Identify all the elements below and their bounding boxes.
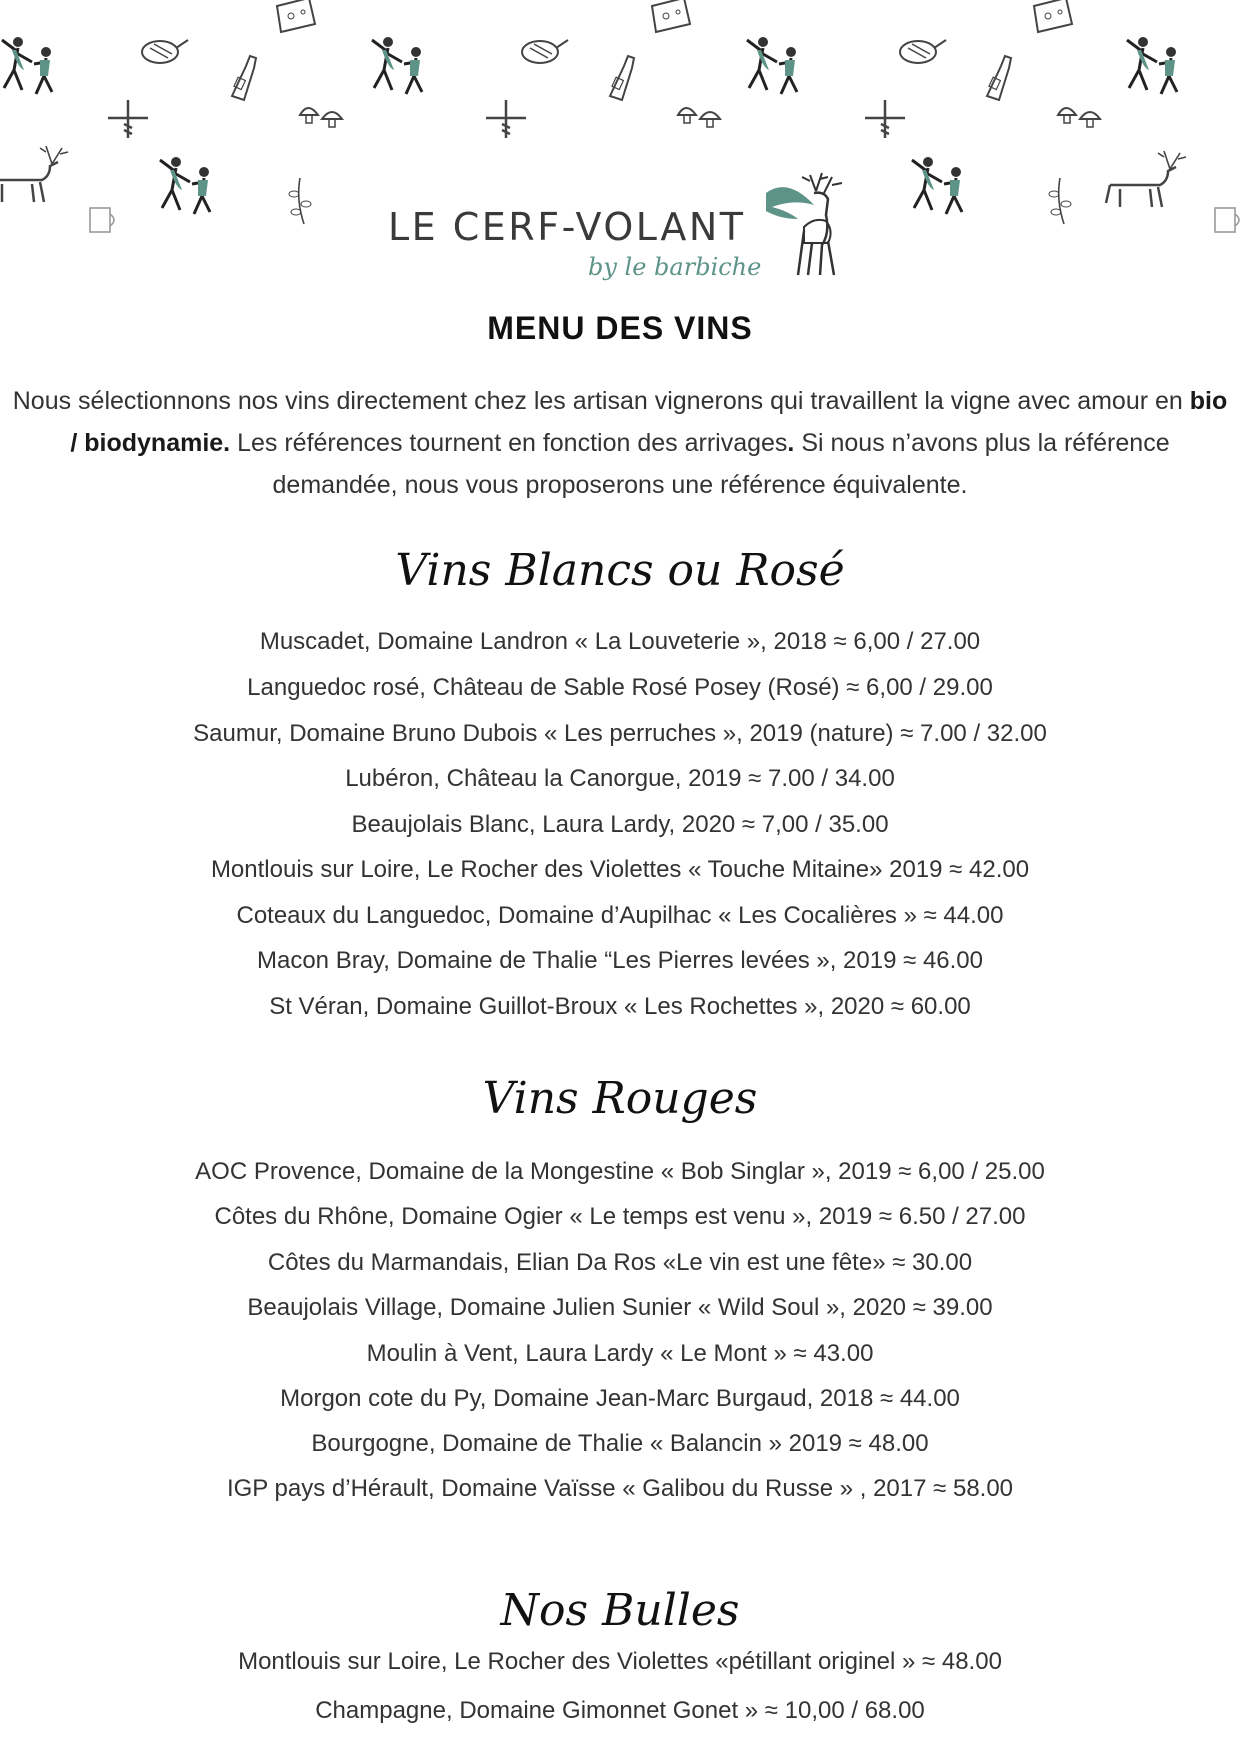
wine-item: Macon Bray, Domaine de Thalie “Les Pierres levées », 2019 ≈ 46.00 [256,947,983,974]
wine-item: Côtes du Rhône, Domaine Ogier « Le temps est venu », 2019 ≈ 6.50 / 27.00 [214,1203,1026,1230]
intro-bold-dot: . [787,429,795,457]
brand-logo [388,205,868,300]
wine-item: Bourgogne, Domaine de Thalie « Balancin » 2019 ≈ 48.00 [311,1430,929,1457]
wine-item: IGP pays d’Hérault, Domaine Vaïsse « Galibou du Russe » , 2017 ≈ 58.00 [226,1475,1014,1502]
wine-item: Beaujolais Village, Domaine Julien Sunier « Wild Soul », 2020 ≈ 39.00 [247,1294,993,1321]
wine-item: Champagne, Domaine Gimonnet Gonet » ≈ 10,00 / 68.00 [315,1697,925,1724]
wine-item: Coteaux du Languedoc, Domaine d’Aupilhac « Les Cocalières » ≈ 44.00 [236,902,1004,929]
intro-text-2: Les références tournent en fonction des arrivages [230,429,788,457]
section-title-rouges: Vins Rouges [482,1073,758,1124]
wine-item: Morgon cote du Py, Domaine Jean-Marc Burgaud, 2018 ≈ 44.00 [280,1385,960,1412]
intro-text-3: Si nous n’avons plus la référence demandée, nous vous proposerons une référence équivalente. [272,429,1170,499]
intro-paragraph [10,380,1230,506]
wine-item: Languedoc rosé, Château de Sable Rosé Posey (Rosé) ≈ 6,00 / 29.00 [247,674,993,701]
wine-item: Lubéron, Château la Canorgue, 2019 ≈ 7.00 / 34.00 [345,765,895,792]
section-title-bulles: Nos Bulles [500,1585,740,1636]
brand-tagline: by le barbiche [588,253,762,281]
section-title-blancs: Vins Blancs ou Rosé [395,545,845,596]
wine-item: Beaujolais Blanc, Laura Lardy, 2020 ≈ 7,00 / 35.00 [351,811,889,838]
intro-text-1: Nous sélectionnons nos vins directement chez les artisan vignerons qui travaillent la vigne avec amour en [12,387,1190,415]
brand-name: LE CERF-VOLANT [388,205,746,249]
wine-item: Saumur, Domaine Bruno Dubois « Les perruches », 2019 (nature) ≈ 7.00 / 32.00 [193,720,1047,747]
intro-bold-bio: bio / biodynamie. [70,387,1228,457]
page-title: MENU DES VINS [487,310,753,346]
wine-item: Côtes du Marmandais, Elian Da Ros «Le vin est une fête» ≈ 30.00 [267,1249,973,1276]
winged-stag-icon [758,171,858,281]
wine-item: Montlouis sur Loire, Le Rocher des Violettes « Touche Mitaine» 2019 ≈ 42.00 [210,856,1030,883]
wine-item: Muscadet, Domaine Landron « La Louveterie », 2018 ≈ 6,00 / 27.00 [259,628,981,655]
wine-item: AOC Provence, Domaine de la Mongestine « Bob Singlar », 2019 ≈ 6,00 / 25.00 [195,1158,1045,1185]
wine-item: St Véran, Domaine Guillot-Broux « Les Rochettes », 2020 ≈ 60.00 [269,993,971,1020]
wine-item: Moulin à Vent, Laura Lardy « Le Mont » ≈ 43.00 [366,1340,874,1367]
wine-item: Montlouis sur Loire, Le Rocher des Violettes «pétillant originel » ≈ 48.00 [238,1648,1002,1675]
